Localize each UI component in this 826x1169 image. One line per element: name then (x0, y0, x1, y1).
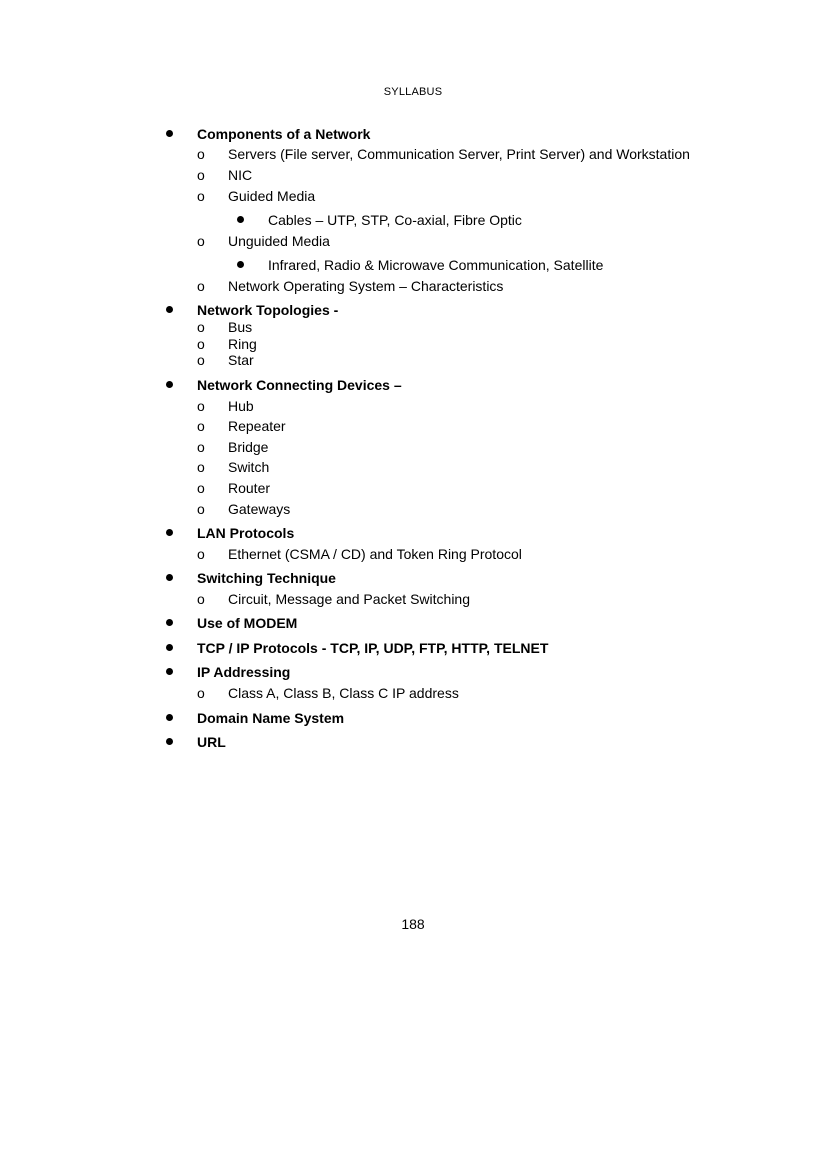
bullet-icon (237, 216, 244, 223)
list-item-text: Ethernet (CSMA / CD) and Token Ring Protocol (228, 546, 522, 562)
list-item-text: Unguided Media (228, 233, 330, 249)
list-item-text: Router (228, 480, 271, 496)
section-heading: Network Connecting Devices – (197, 377, 402, 393)
list-marker: o (197, 398, 205, 414)
page-number: 188 (401, 916, 425, 932)
list-marker: o (197, 459, 205, 475)
bullet-icon (166, 306, 173, 313)
list-marker: o (197, 233, 205, 249)
list-marker: o (197, 336, 205, 352)
list-marker: o (197, 319, 205, 335)
section-heading: Network Topologies - (197, 302, 339, 318)
bullet-icon (166, 619, 173, 626)
list-item-text: Hub (228, 398, 254, 414)
list-marker: o (197, 685, 205, 701)
list-marker: o (197, 501, 205, 517)
section-heading: TCP / IP Protocols - TCP, IP, UDP, FTP, HTTP, TELNET (197, 640, 549, 656)
bullet-icon (166, 714, 173, 721)
list-marker: o (197, 167, 205, 183)
list-item-text: Network Operating System – Characteristics (228, 278, 504, 294)
sub-list-item-text: Cables – UTP, STP, Co-axial, Fibre Optic (268, 212, 522, 228)
list-marker: o (197, 352, 205, 368)
list-marker: o (197, 278, 205, 294)
bullet-icon (166, 529, 173, 536)
list-item-text: Guided Media (228, 188, 316, 204)
section-heading: Components of a Network (197, 126, 371, 142)
list-item-text: Servers (File server, Communication Server, Print Server) and Workstation (228, 146, 690, 162)
list-item-text: Circuit, Message and Packet Switching (228, 591, 470, 607)
bullet-icon (237, 261, 244, 268)
list-marker: o (197, 480, 205, 496)
sub-list-item-text: Infrared, Radio & Microwave Communication, Satellite (268, 257, 604, 273)
list-item-text: Bridge (228, 439, 269, 455)
list-marker: o (197, 188, 205, 204)
list-item-text: Star (228, 352, 254, 368)
list-item-text: Repeater (228, 418, 286, 434)
list-item-text: NIC (228, 167, 253, 183)
list-item-text: Switch (228, 459, 270, 475)
section-heading: IP Addressing (197, 664, 291, 680)
bullet-icon (166, 381, 173, 388)
section-heading: URL (197, 734, 226, 750)
list-marker: o (197, 591, 205, 607)
list-item-text: Bus (228, 319, 253, 335)
bullet-icon (166, 738, 173, 745)
section-heading: Switching Technique (197, 570, 336, 586)
list-item-text: Class A, Class B, Class C IP address (228, 685, 459, 701)
list-marker: o (197, 546, 205, 562)
list-item-text: Ring (228, 336, 257, 352)
list-marker: o (197, 439, 205, 455)
bullet-icon (166, 644, 173, 651)
section-heading: LAN Protocols (197, 525, 295, 541)
section-heading: Use of MODEM (197, 615, 298, 631)
bullet-icon (166, 668, 173, 675)
bullet-icon (166, 130, 173, 137)
list-marker: o (197, 146, 205, 162)
section-heading: Domain Name System (197, 710, 345, 726)
page-header: SYLLABUS (383, 86, 443, 98)
list-item-text: Gateways (228, 501, 291, 517)
list-marker: o (197, 418, 205, 434)
bullet-icon (166, 574, 173, 581)
